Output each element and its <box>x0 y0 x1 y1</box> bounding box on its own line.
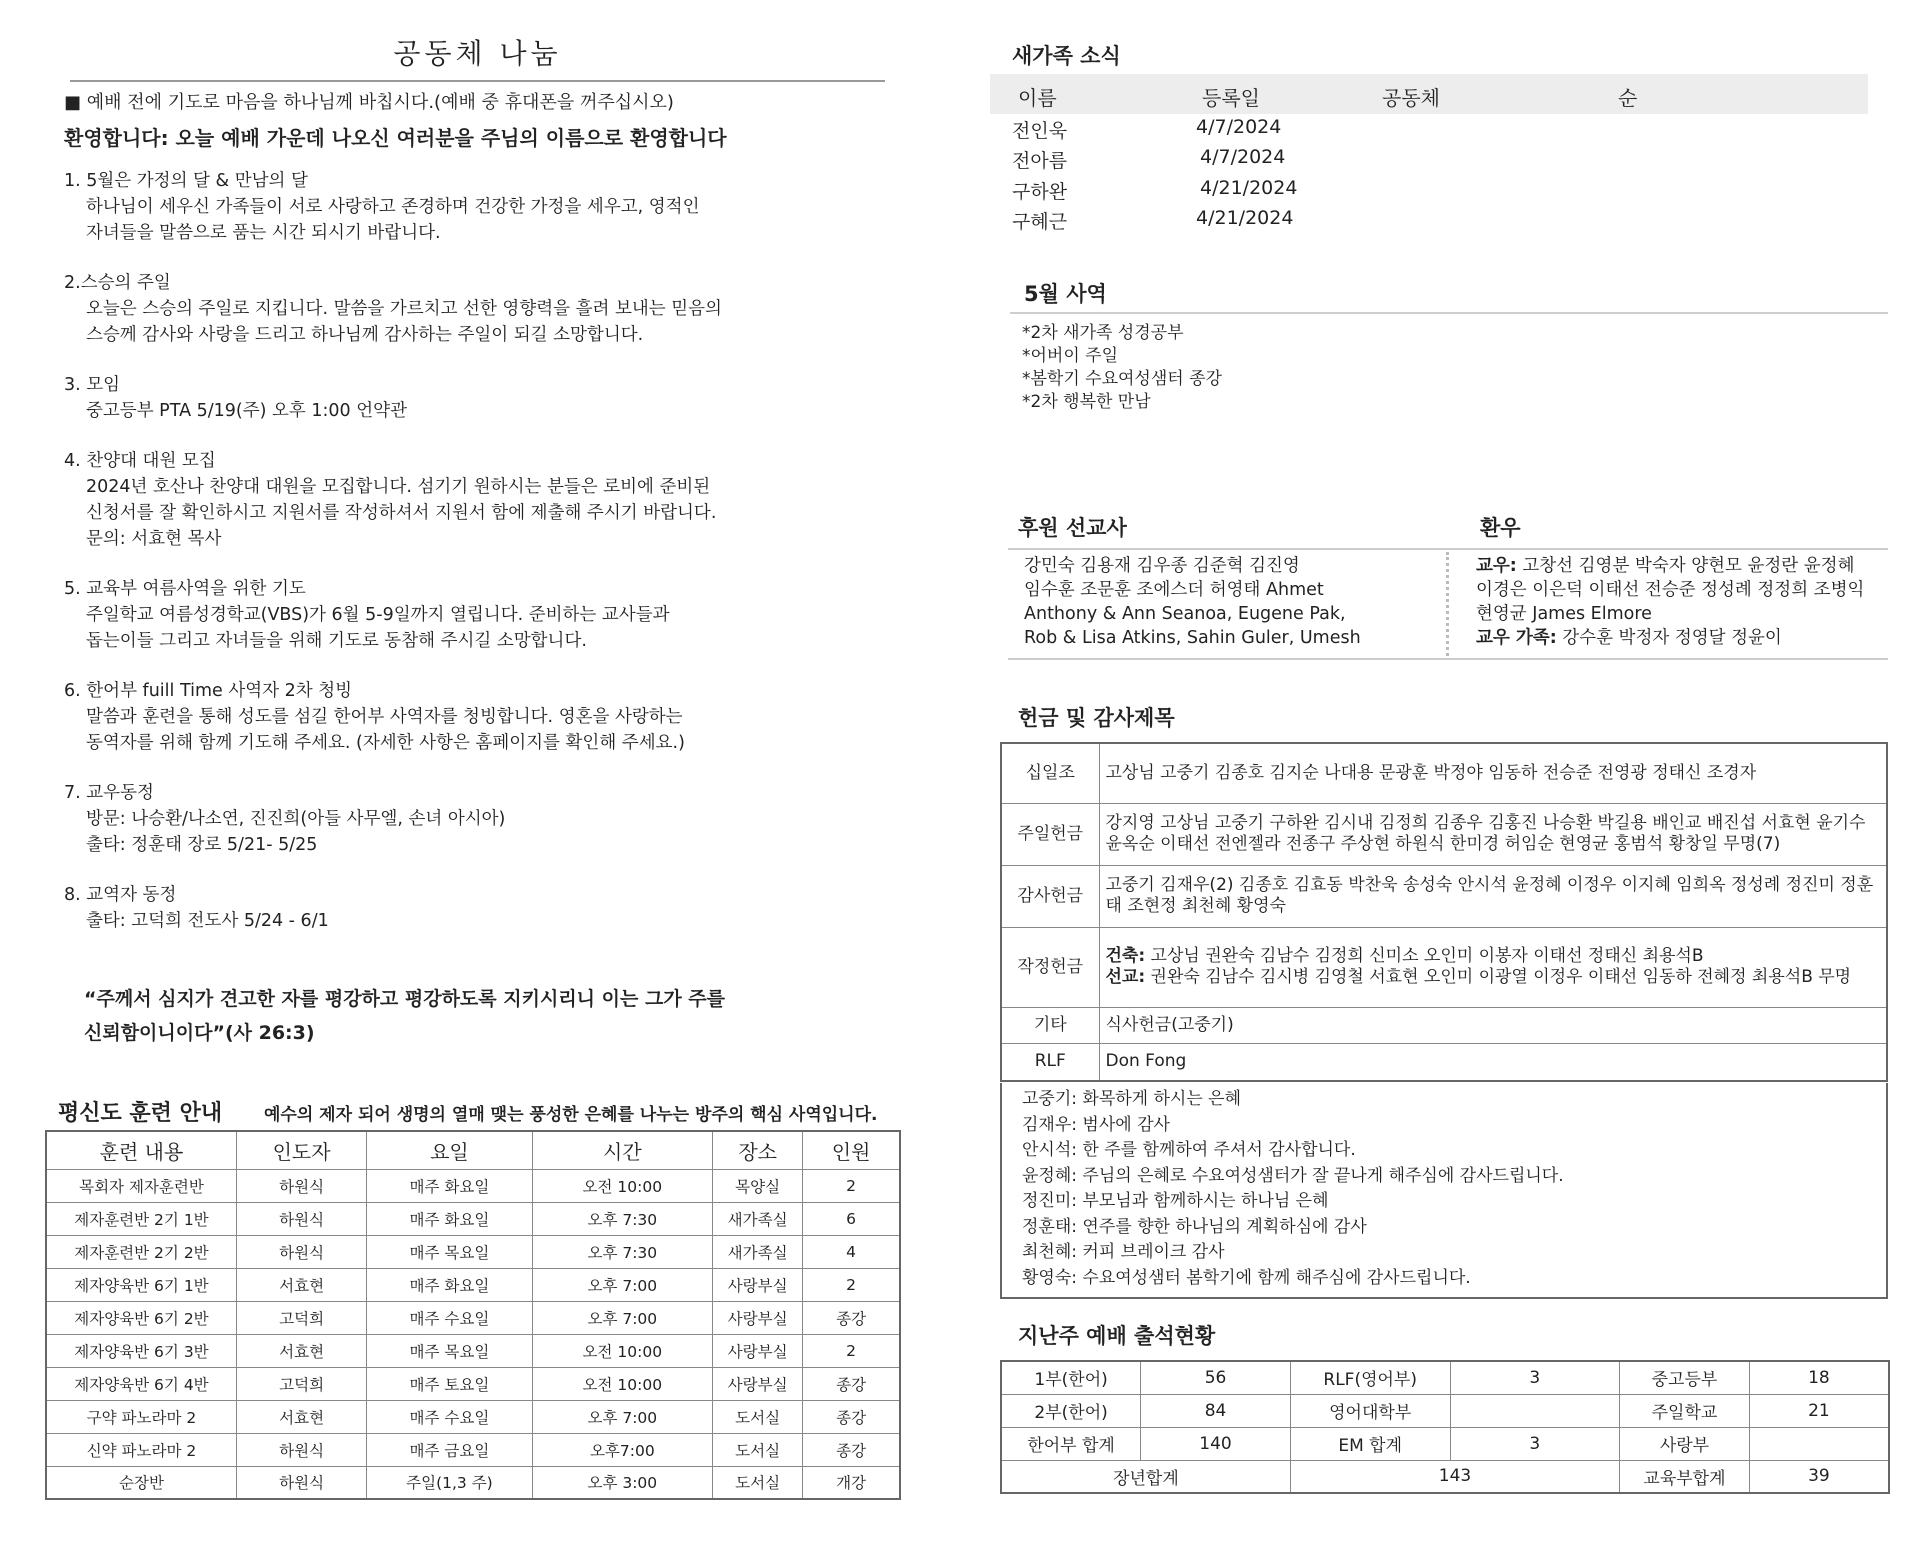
table-row: 1부(한어) 56 RLF(영어부) 3 중고등부 18 <box>1001 1361 1889 1394</box>
divider <box>1010 312 1888 314</box>
announcement-item: 6. 한어부 fuill Time 사역자 2차 청빙 말씀과 훈련을 통해 성도를 섬길 한어부 사역자를 청빙합니다. 영혼을 사랑하는 동역자를 위해 함께 기도해 주세요. (자세한 사항은 홈페이지를 확인해 주세요.) <box>64 681 685 753</box>
list-item: *2차 새가족 성경공부 <box>1022 323 1184 343</box>
may-ministry-title: 5월 사역 <box>1024 282 1107 306</box>
newfamily-row: 전인욱 4/7/2024 <box>1012 116 1282 142</box>
list-item: 황영숙: 수요여성샘터 봄학기에 함께 해주심에 감사드립니다. <box>1022 1267 1471 1288</box>
list-item: 정진미: 부모님과 함께하시는 하나님 은혜 <box>1022 1191 1329 1211</box>
training-header-row: 훈련 내용 인도자 요일 시간 장소 인원 <box>46 1131 900 1169</box>
table-row: 한어부 합계 140 EM 합계 3 사랑부 <box>1001 1427 1889 1460</box>
newfamily-title: 새가족 소식 <box>1012 44 1121 68</box>
offering-table <box>1000 742 1888 1082</box>
list-item: 안시석: 한 주를 함께하여 주셔서 감사합니다. <box>1022 1140 1356 1160</box>
training-row: 제자양육반 6기 1반 서효현 매주 화요일 오후 7:00 사랑부실 2 <box>46 1268 900 1301</box>
announcement-item: 1. 5월은 가정의 달 & 만남의 달 하나님이 세우신 가족들이 서로 사랑하고 존경하며 건강한 가정을 세우고, 영적인 자녀들을 말씀으로 품는 시간 되시기 바랍니다. <box>64 171 700 243</box>
newfamily-header: 이름 등록일 공동체 순 <box>990 74 1868 114</box>
table-row: 주일헌금 강지영 고상님 고중기 구하완 김시내 김정희 김종우 김홍진 나승환 박길용 배인교 배진섭 서효현 윤기수 윤옥순 이태선 전엔젤라 전종구 주상현 하원식 한미경 허임순 현영균 홍범석 황창일 무명(7) <box>1001 803 1887 865</box>
announcement-item: 4. 찬양대 대원 모집 2024년 호산나 찬양대 대원을 모집합니다. 섬기기 원하시는 분들은 로비에 준비된 신청서를 잘 확인하시고 지원서를 작성하셔서 지원서 함에 제출해 주시기 바랍니다. 문의: 서효현 목사 <box>64 451 717 549</box>
training-row: 제자훈련반 2기 2반 하원식 매주 목요일 오후 7:30 새가족실 4 <box>46 1235 900 1268</box>
list-item: 고중기: 화목하게 하시는 은혜 <box>1022 1089 1242 1109</box>
may-ministry-list <box>1022 322 1222 414</box>
training-title: 평신도 훈련 안내 <box>58 1101 223 1126</box>
announcement-item: 7. 교우동정 방문: 나승환/나소연, 진진희(아들 사무엘, 손녀 아시아) 출타: 정훈태 장로 5/21- 5/25 <box>64 783 506 855</box>
announcement-item: 3. 모임 중고등부 PTA 5/19(주) 오후 1:00 언약관 <box>64 375 407 421</box>
list-item: 최천혜: 커피 브레이크 감사 <box>1022 1242 1225 1262</box>
patients-list: 교우: 고창선 김영분 박숙자 양현모 윤정란 윤정혜 이경은 이은덕 이태선 전승준 정성례 정정희 조병익 현영균 James Elmore 교우 가족: 강수훈 박정자 정영달 정윤이 <box>1476 556 1865 648</box>
list-item: 김재우: 범사에 감사 <box>1022 1114 1170 1135</box>
training-table <box>45 1130 901 1500</box>
announcement-item: 8. 교역자 동정 출타: 고덕희 전도사 5/24 - 6/1 <box>64 885 329 931</box>
welcome-text: 환영합니다: 오늘 예배 가운데 나오신 여러분을 주님의 이름으로 환영합니다 <box>64 126 727 150</box>
training-row: 목회자 제자훈련반 하원식 매주 화요일 오전 10:00 목양실 2 <box>46 1169 900 1202</box>
attendance-title: 지난주 예배 출석현황 <box>1018 1324 1216 1348</box>
thanks-list <box>1000 1083 1888 1299</box>
training-row: 신약 파노라마 2 하원식 매주 금요일 오후7:00 도서실 종강 <box>46 1433 900 1466</box>
missionary-title: 후원 선교사 <box>1018 516 1127 540</box>
attendance-table <box>1000 1360 1890 1494</box>
training-row: 제자양육반 6기 4반 고덕희 매주 토요일 오전 10:00 사랑부실 종강 <box>46 1367 900 1400</box>
table-row: 작정헌금 건축: 고상님 권완숙 김남수 김정희 신미소 오인미 이봉자 이태선 정태신 최용석B 선교: 권완숙 김남수 김시병 김영철 서효현 오인미 이광열 이정우 이태선 임동하 전혜정 최용석B 무명 <box>1001 927 1887 1007</box>
table-row: 장년합계 143 교육부합계 39 <box>1001 1460 1889 1493</box>
patients-title: 환우 <box>1480 516 1521 540</box>
list-item: *봄학기 수요여성샘터 종강 <box>1022 369 1222 389</box>
table-row: 감사헌금 고중기 김재우(2) 김종호 김효동 박찬욱 송성숙 안시석 윤정혜 이정우 이지혜 임희옥 정성례 정진미 정훈태 조현정 최천혜 황영숙 <box>1001 865 1887 927</box>
training-row: 제자훈련반 2기 1반 하원식 매주 화요일 오후 7:30 새가족실 6 <box>46 1202 900 1235</box>
list-item: 정훈태: 연주를 향한 하나님의 계획하심에 감사 <box>1022 1216 1367 1237</box>
offering-title: 헌금 및 감사제목 <box>1018 706 1175 730</box>
newfamily-row: 구하완 4/21/2024 <box>1012 177 1298 203</box>
announcement-item: 2.스승의 주일 오늘은 스승의 주일로 지킵니다. 말씀을 가르치고 선한 영향력을 흘려 보내는 믿음의 스승께 감사와 사랑을 드리고 하나님께 감사하는 주일이 되길 소망합니다. <box>64 273 722 345</box>
announcement-item: 5. 교육부 여름사역을 위한 기도 주일학교 여름성경학교(VBS)가 6월 5-9일까지 열립니다. 준비하는 교사들과 돕는이들 그리고 자녀들을 위해 기도로 동참해 주시길 소망합니다. <box>64 579 670 651</box>
table-row: RLF Don Fong <box>1001 1043 1887 1081</box>
table-row: 기타 식사헌금(고중기) <box>1001 1007 1887 1043</box>
table-row: 십일조 고상님 고중기 김종호 김지순 나대용 문광훈 박정야 임동하 전승준 전영광 정태신 조경자 <box>1001 743 1887 803</box>
training-row: 순장반 하원식 주일(1,3 주) 오후 3:00 도서실 개강 <box>46 1466 900 1499</box>
bible-verse: “주께서 심지가 견고한 자를 평강하고 평강하도록 지키시리니 이는 그가 주를 신뢰함이니이다”(사 26:3) <box>84 988 725 1044</box>
newfamily-row: 구혜근 4/21/2024 <box>1012 207 1294 233</box>
missionary-list: 강민숙 김용재 김우종 김준혁 김진영 임수훈 조문훈 조에스더 허영태 Ahmet Anthony & Ann Seanoa, Eugene Pak, Rob & Lisa Atkins, Sahin Guler, Umesh <box>1024 556 1361 648</box>
page-title: 공동체 나눔 <box>70 32 885 82</box>
training-row: 제자양육반 6기 2반 고덕희 매주 수요일 오후 7:00 사랑부실 종강 <box>46 1301 900 1334</box>
prayer-notice: ■ 예배 전에 기도로 마음을 하나님께 바칩시다.(예배 중 휴대폰을 꺼주십시오) <box>64 92 674 113</box>
divider <box>1446 552 1449 656</box>
newfamily-row: 전아름 4/7/2024 <box>1012 146 1286 172</box>
training-subtitle: 예수의 제자 되어 생명의 열매 맺는 풍성한 은혜를 나누는 방주의 핵심 사역입니다. <box>264 1105 878 1125</box>
table-row: 2부(한어) 84 영어대학부 주일학교 21 <box>1001 1394 1889 1427</box>
list-item: 윤정혜: 주님의 은혜로 수요여성샘터가 잘 끝나게 해주심에 감사드립니다. <box>1022 1165 1564 1186</box>
list-item: *2차 행복한 만남 <box>1022 392 1151 412</box>
list-item: *어버이 주일 <box>1022 346 1119 366</box>
training-row: 구약 파노라마 2 서효현 매주 수요일 오후 7:00 도서실 종강 <box>46 1400 900 1433</box>
training-row: 제자양육반 6기 3반 서효현 매주 목요일 오전 10:00 사랑부실 2 <box>46 1334 900 1367</box>
